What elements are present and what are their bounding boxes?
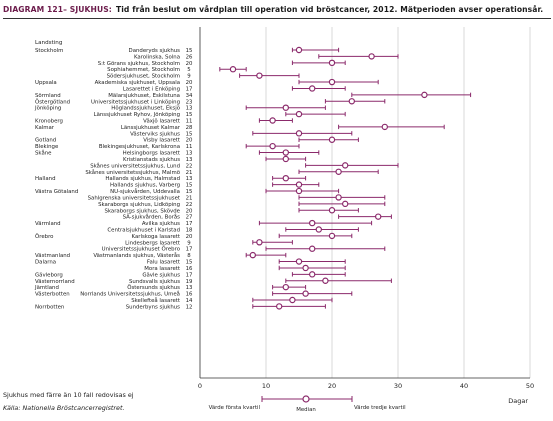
hospital-label: Mora lasarett bbox=[144, 265, 180, 272]
hospital-label: Visby lasarett bbox=[143, 137, 180, 144]
count-label: 12 bbox=[185, 304, 193, 311]
region-label: Skåne bbox=[35, 150, 52, 157]
count-label: 22 bbox=[185, 163, 193, 170]
hospital-label: Norrlands Universitetssjukhus, Umeå bbox=[80, 291, 180, 298]
hospital-label: Gävle sjukhus bbox=[142, 272, 180, 279]
title-text: Tid från beslut om vårdplan till operation vid bröstcancer, 2012. Mätperioden avser operationsår. bbox=[115, 5, 544, 14]
hospital-label: Länssjukhuset Ryhov, Jönköping bbox=[93, 112, 180, 119]
hospital-label: Kristianstads sjukhus bbox=[122, 156, 180, 163]
hospital-label: Skånes universitetssjukhus, Lund bbox=[90, 163, 180, 170]
legend-median-marker bbox=[303, 396, 309, 402]
count-label: 11 bbox=[185, 118, 193, 125]
region-label: Norrbotten bbox=[35, 304, 65, 311]
region-label: Dalarna bbox=[35, 259, 57, 266]
median-point bbox=[296, 47, 301, 52]
hospital-label: Lindesbergs lasarett bbox=[125, 240, 180, 247]
region-label: Halland bbox=[35, 176, 56, 183]
count-label: 19 bbox=[185, 278, 193, 285]
median-point bbox=[257, 73, 262, 78]
median-point bbox=[277, 304, 282, 309]
count-label: 13 bbox=[185, 105, 193, 112]
count-label: 20 bbox=[185, 60, 193, 67]
region-label: Kalmar bbox=[35, 124, 55, 131]
x-tick-label: 0 bbox=[197, 382, 203, 390]
median-point bbox=[369, 54, 374, 59]
median-point bbox=[329, 137, 334, 142]
count-label: 20 bbox=[185, 80, 193, 87]
count-label: 22 bbox=[185, 201, 193, 208]
count-label: 21 bbox=[185, 195, 193, 202]
median-point bbox=[376, 214, 381, 219]
median-point bbox=[329, 60, 334, 65]
count-label: 13 bbox=[185, 150, 193, 157]
count-label: 5 bbox=[187, 67, 191, 74]
region-label: Värmland bbox=[35, 221, 61, 228]
hospital-label: Södersjukhuset, Stockholm bbox=[106, 73, 180, 80]
count-label: 21 bbox=[185, 169, 193, 176]
region-label: Jämtland bbox=[35, 285, 59, 292]
count-label: 17 bbox=[185, 272, 193, 279]
hospital-label: Akademiska sjukhuset, Uppsala bbox=[94, 80, 180, 87]
region-label: Jönköping bbox=[35, 105, 62, 112]
region-label: Kronoberg bbox=[35, 118, 63, 125]
count-label: 20 bbox=[185, 137, 193, 144]
median-point bbox=[329, 79, 334, 84]
median-point bbox=[329, 208, 334, 213]
median-point bbox=[422, 92, 427, 97]
hospital-label: Skaraborgs sjukhus, Lidköping bbox=[98, 201, 180, 208]
hospital-label: Skaraborgs sjukhus, Skövde bbox=[104, 208, 180, 215]
region-label: Gävleborg bbox=[35, 272, 63, 279]
count-label: 15 bbox=[185, 131, 193, 138]
median-point bbox=[329, 233, 334, 238]
count-label: 11 bbox=[185, 144, 193, 151]
count-label: 17 bbox=[185, 246, 193, 253]
median-point bbox=[343, 163, 348, 168]
hospital-label: Sahlgrenska universitetssjukhuset bbox=[87, 195, 180, 202]
hospital-label: Hallands sjukhus, Halmstad bbox=[105, 176, 180, 183]
median-point bbox=[230, 67, 235, 72]
hospital-label: Östersunds sjukhus bbox=[127, 285, 180, 292]
median-point bbox=[257, 240, 262, 245]
hospital-label: NU-sjukvården, Uddevalla bbox=[110, 189, 180, 196]
hospital-label: Danderyds sjukhus bbox=[128, 48, 180, 54]
count-label: 26 bbox=[185, 54, 193, 61]
region-label: Västerbotten bbox=[35, 291, 70, 298]
median-point bbox=[323, 278, 328, 283]
region-label: Västernorrland bbox=[35, 278, 75, 285]
median-point bbox=[283, 285, 288, 290]
hospital-label: Höglandssjukhuset, Eksjö bbox=[111, 105, 180, 112]
x-tick-label: 30 bbox=[393, 382, 403, 390]
median-point bbox=[310, 220, 315, 225]
count-label: 20 bbox=[185, 233, 193, 240]
median-point bbox=[296, 188, 301, 193]
count-label: 28 bbox=[185, 124, 193, 131]
diagram-number: DIAGRAM 121– SJUKHUS: bbox=[3, 5, 112, 14]
hospital-label: Växjö lasarett bbox=[143, 118, 180, 125]
region-label: Stockholm bbox=[35, 48, 64, 54]
median-point bbox=[316, 227, 321, 232]
hospital-label: Västmanlands sjukhus, Västerås bbox=[93, 253, 180, 260]
count-label: 13 bbox=[185, 176, 193, 183]
median-point bbox=[283, 150, 288, 155]
count-label: 8 bbox=[187, 253, 191, 260]
legend-high-label: Värde tredje kvartil bbox=[354, 405, 406, 411]
legend-low-label: Värde första kvartil bbox=[208, 405, 260, 411]
region-label: Östergötland bbox=[35, 99, 71, 106]
region-label: Sörmland bbox=[35, 92, 61, 99]
median-point bbox=[296, 259, 301, 264]
median-point bbox=[283, 105, 288, 110]
count-label: 16 bbox=[185, 291, 193, 298]
median-point bbox=[283, 176, 288, 181]
region-label: Västmanland bbox=[35, 253, 71, 260]
count-label: 16 bbox=[185, 265, 193, 272]
hospital-label: Skånes universitetssjukhus, Malmö bbox=[85, 169, 180, 176]
hospital-label: Länssjukhuset Kalmar bbox=[120, 124, 180, 131]
count-label: 23 bbox=[185, 99, 193, 106]
count-label: 9 bbox=[187, 73, 191, 80]
hospital-label: SÄ-sjukvården, Borås bbox=[122, 214, 180, 221]
hospital-label: Blekingesjukhuset, Karlskrona bbox=[98, 144, 180, 151]
region-column-header: Landsting bbox=[35, 40, 63, 46]
median-point bbox=[303, 265, 308, 270]
count-label: 13 bbox=[185, 156, 193, 163]
region-label: Gotland bbox=[35, 137, 57, 144]
count-label: 17 bbox=[185, 86, 193, 93]
count-label: 20 bbox=[185, 208, 193, 215]
hospital-label: Lasarettet i Enköping bbox=[122, 86, 180, 93]
footnote: Sjukhus med färre än 10 fall redovisas ej bbox=[3, 391, 134, 399]
legend-mid-label: Median bbox=[296, 407, 316, 413]
hospital-label: Skellefteå lasarett bbox=[131, 297, 180, 304]
x-tick-label: 10 bbox=[261, 382, 271, 390]
hospital-label: Västerviks sjukhus bbox=[130, 131, 180, 138]
hospital-label: Falu lasarett bbox=[146, 259, 180, 266]
x-tick-label: 50 bbox=[525, 382, 535, 390]
count-label: 15 bbox=[185, 189, 193, 196]
region-label: Örebro bbox=[35, 233, 54, 240]
count-label: 27 bbox=[185, 214, 193, 221]
hospital-label: Sundsvalls sjukhus bbox=[129, 278, 180, 285]
median-point bbox=[296, 112, 301, 117]
median-point bbox=[382, 124, 387, 129]
hospital-label: Centralsjukhuset i Karlstad bbox=[107, 227, 180, 234]
x-axis-label: Dagar bbox=[508, 397, 528, 405]
hospital-label: Universitetssjukhuset i Linköping bbox=[91, 99, 180, 106]
median-point bbox=[336, 195, 341, 200]
count-label: 18 bbox=[185, 227, 193, 234]
region-label: Blekinge bbox=[35, 144, 59, 151]
hospital-label: Karlskoga lasarett bbox=[131, 233, 180, 240]
count-label: 13 bbox=[185, 285, 193, 292]
median-point bbox=[310, 272, 315, 277]
hospital-label: Helsingborgs lasarett bbox=[122, 150, 180, 157]
median-point bbox=[270, 144, 275, 149]
hospital-label: Karolinska, Solna bbox=[133, 54, 180, 61]
hospital-label: Sunderbyns sjukhus bbox=[125, 304, 180, 311]
count-label: 9 bbox=[187, 240, 191, 247]
count-label: 15 bbox=[185, 259, 193, 266]
region-label: Uppsala bbox=[35, 80, 57, 87]
count-label: 17 bbox=[185, 221, 193, 228]
median-point bbox=[250, 253, 255, 258]
median-point bbox=[349, 99, 354, 104]
hospital-label: Avilka sjukhus bbox=[141, 221, 180, 228]
median-point bbox=[336, 169, 341, 174]
source-note: Källa: Nationella Bröstcancerregistret. bbox=[3, 404, 125, 412]
count-label: 15 bbox=[185, 182, 193, 189]
region-label: Västra Götaland bbox=[35, 189, 79, 196]
median-point bbox=[270, 118, 275, 123]
median-point bbox=[296, 182, 301, 187]
count-label: 15 bbox=[185, 112, 193, 119]
x-tick-label: 20 bbox=[327, 382, 337, 390]
hospital-label: Mälarsjukhuset, Eskilstuna bbox=[108, 92, 180, 99]
hospital-label: Universitetssjukhuset Örebro bbox=[101, 246, 180, 253]
median-point bbox=[296, 131, 301, 136]
x-tick-label: 40 bbox=[459, 382, 469, 390]
median-point bbox=[310, 86, 315, 91]
hospital-label: Hallands sjukhus, Varberg bbox=[110, 182, 180, 189]
median-point bbox=[343, 201, 348, 206]
hospital-label: Sophiahemmet, Stockholm bbox=[107, 67, 180, 74]
median-point bbox=[310, 246, 315, 251]
count-label: 14 bbox=[185, 297, 193, 304]
median-point bbox=[290, 297, 295, 302]
count-label: 15 bbox=[185, 48, 193, 54]
median-point bbox=[283, 156, 288, 161]
hospital-label: S:t Görans sjukhus, Stockholm bbox=[97, 60, 180, 67]
median-point bbox=[303, 291, 308, 296]
count-label: 34 bbox=[185, 92, 193, 99]
